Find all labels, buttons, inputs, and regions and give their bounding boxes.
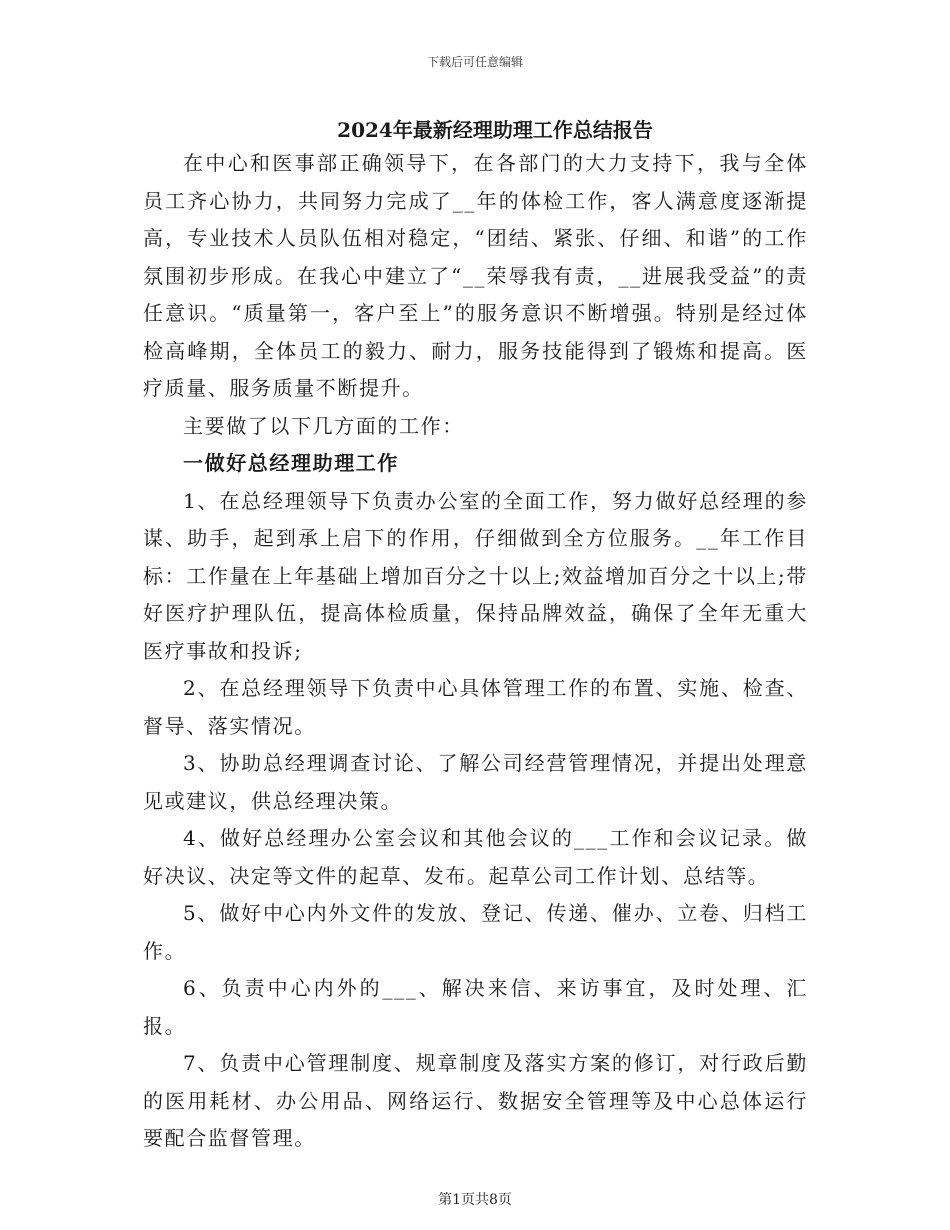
page-number: 第1页共8页 (438, 1192, 512, 1208)
paragraph-item-1: 1、在总经理领导下负责办公室的全面工作，努力做好总经理的参谋、助手，起到承上启下的作用，仔细做到全方位服务。__年工作目标：工作量在上年基础上增加百分之十以上;效益增加百分之十以上;带好医疗护理队伍，提高体检质量，保持品牌效益，确保了全年无重大医疗事故和投诉; (143, 488, 808, 663)
paragraph-item-7: 7、负责中心管理制度、规章制度及落实方案的修订，对行政后勤的医用耗材、办公用品、网络运行、数据安全管理等及中心总体运行要配合监督管理。 (143, 1051, 808, 1150)
paragraph-intro: 在中心和医事部正确领导下，在各部门的大力支持下，我与全体员工齐心协力，共同努力完成了__年的体检工作，客人满意度逐渐提高，专业技术人员队伍相对稳定，“团结、紧张、仔细、和谐”的工作氛围初步形成。在我心中建立了“__荣辱我有责，__进展我受益”的责任意识。“质量第一，客户至上”的服务意识不断增强。特别是经过体检高峰期，全体员工的毅力、耐力，服务技能得到了锻炼和提高。医疗质量、服务质量不断提升。 (143, 151, 808, 400)
header-note: 下载后可任意编辑 (426, 55, 523, 69)
paragraph-item-5: 5、做好中心内外文件的发放、登记、传递、催办、立卷、归档工作。 (143, 901, 808, 963)
paragraph-item-4: 4、做好总经理办公室会议和其他会议的___工作和会议记录。做好决议、决定等文件的起草、发布。起草公司工作计划、总结等。 (143, 826, 808, 888)
paragraph-item-3: 3、协助总经理调查讨论、了解公司经营管理情况，并提出处理意见或建议，供总经理决策。 (143, 751, 808, 813)
section-heading: 一做好总经理助理工作 (183, 451, 399, 475)
paragraph-item-6: 6、负责中心内外的___、解决来信、来访事宜，及时处理、汇报。 (143, 976, 808, 1038)
paragraph-summary-lead: 主要做了以下几方面的工作： (183, 413, 464, 438)
paragraph-item-2: 2、在总经理领导下负责中心具体管理工作的布置、实施、检查、督导、落实情况。 (143, 676, 808, 738)
document-title: 2024年最新经理助理工作总结报告 (337, 118, 653, 142)
document-body (143, 145, 808, 1158)
